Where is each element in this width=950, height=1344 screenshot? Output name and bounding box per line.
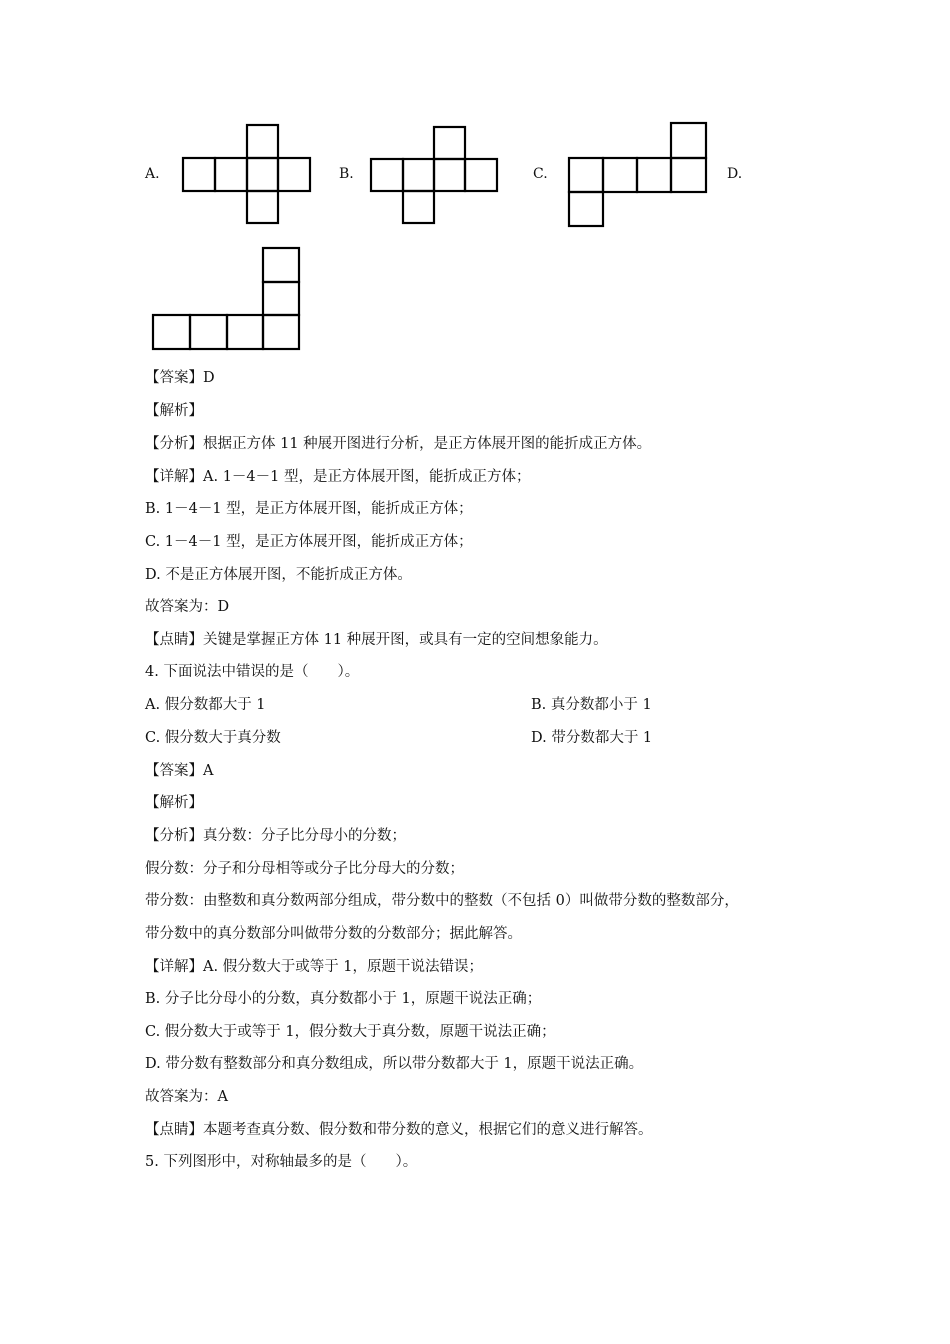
q4-answer: 【答案】A: [145, 763, 214, 779]
q4-mixed-number-def-2: 带分数中的真分数部分叫做带分数的分数部分；据此解答。: [145, 926, 522, 942]
q4-stem: 4. 下面说法中错误的是（ ）。: [145, 664, 360, 680]
q4-option-d: D. 带分数都大于 1: [531, 730, 653, 746]
cube-net-figures: [0, 0, 950, 360]
q3-fenxi: 【分析】根据正方体 11 种展开图进行分析，是正方体展开图的能折成正方体。: [145, 436, 652, 452]
q3-line-d: D. 不是正方体展开图，不能折成正方体。: [145, 567, 412, 583]
q4-analysis-heading: 【解析】: [145, 795, 203, 811]
q4-option-c: C. 假分数大于真分数: [145, 730, 281, 746]
q4-option-a: A. 假分数都大于 1: [145, 697, 266, 713]
q3-line-c: C. 1－4－1 型，是正方体展开图，能折成正方体；: [145, 534, 473, 550]
q4-line-c: C. 假分数大于或等于 1，假分数大于真分数，原题干说法正确；: [145, 1024, 556, 1040]
q4-fenxi: 【分析】真分数：分子比分母小的分数；: [145, 828, 406, 844]
q4-conclusion: 故答案为：A: [145, 1089, 228, 1105]
q4-dianjing: 【点睛】本题考查真分数、假分数和带分数的意义，根据它们的意义进行解答。: [145, 1122, 653, 1138]
option-b-label: B.: [339, 166, 354, 182]
net-c: [569, 123, 706, 226]
option-c-label: C.: [533, 166, 548, 182]
q4-improper-fraction-def: 假分数：分子和分母相等或分子比分母大的分数；: [145, 861, 464, 877]
q4-xiangjie: 【详解】A. 假分数大于或等于 1，原题干说法错误；: [145, 959, 484, 975]
net-d: [153, 248, 299, 349]
option-a-label: A.: [145, 166, 160, 182]
q4-line-d: D. 带分数有整数部分和真分数组成，所以带分数都大于 1，原题干说法正确。: [145, 1056, 644, 1072]
q5-stem: 5. 下列图形中，对称轴最多的是（ ）。: [145, 1154, 418, 1170]
cube-nets-svg: [0, 0, 950, 360]
option-d-label: D.: [727, 166, 743, 182]
q3-xiangjie: 【详解】A. 1－4－1 型，是正方体展开图，能折成正方体；: [145, 469, 531, 485]
q3-answer: 【答案】D: [145, 370, 215, 386]
q4-option-b: B. 真分数都小于 1: [531, 697, 652, 713]
q3-conclusion: 故答案为：D: [145, 599, 230, 615]
q4-mixed-number-def-1: 带分数：由整数和真分数两部分组成，带分数中的整数（不包括 0）叫做带分数的整数部分，: [145, 893, 739, 909]
q3-dianjing: 【点睛】关键是掌握正方体 11 种展开图，或具有一定的空间想象能力。: [145, 632, 608, 648]
net-a: [183, 125, 310, 223]
q4-line-b: B. 分子比分母小的分数，真分数都小于 1，原题干说法正确；: [145, 991, 542, 1007]
q3-line-b: B. 1－4－1 型，是正方体展开图，能折成正方体；: [145, 501, 473, 517]
q3-analysis-heading: 【解析】: [145, 403, 203, 419]
net-b: [371, 127, 497, 223]
